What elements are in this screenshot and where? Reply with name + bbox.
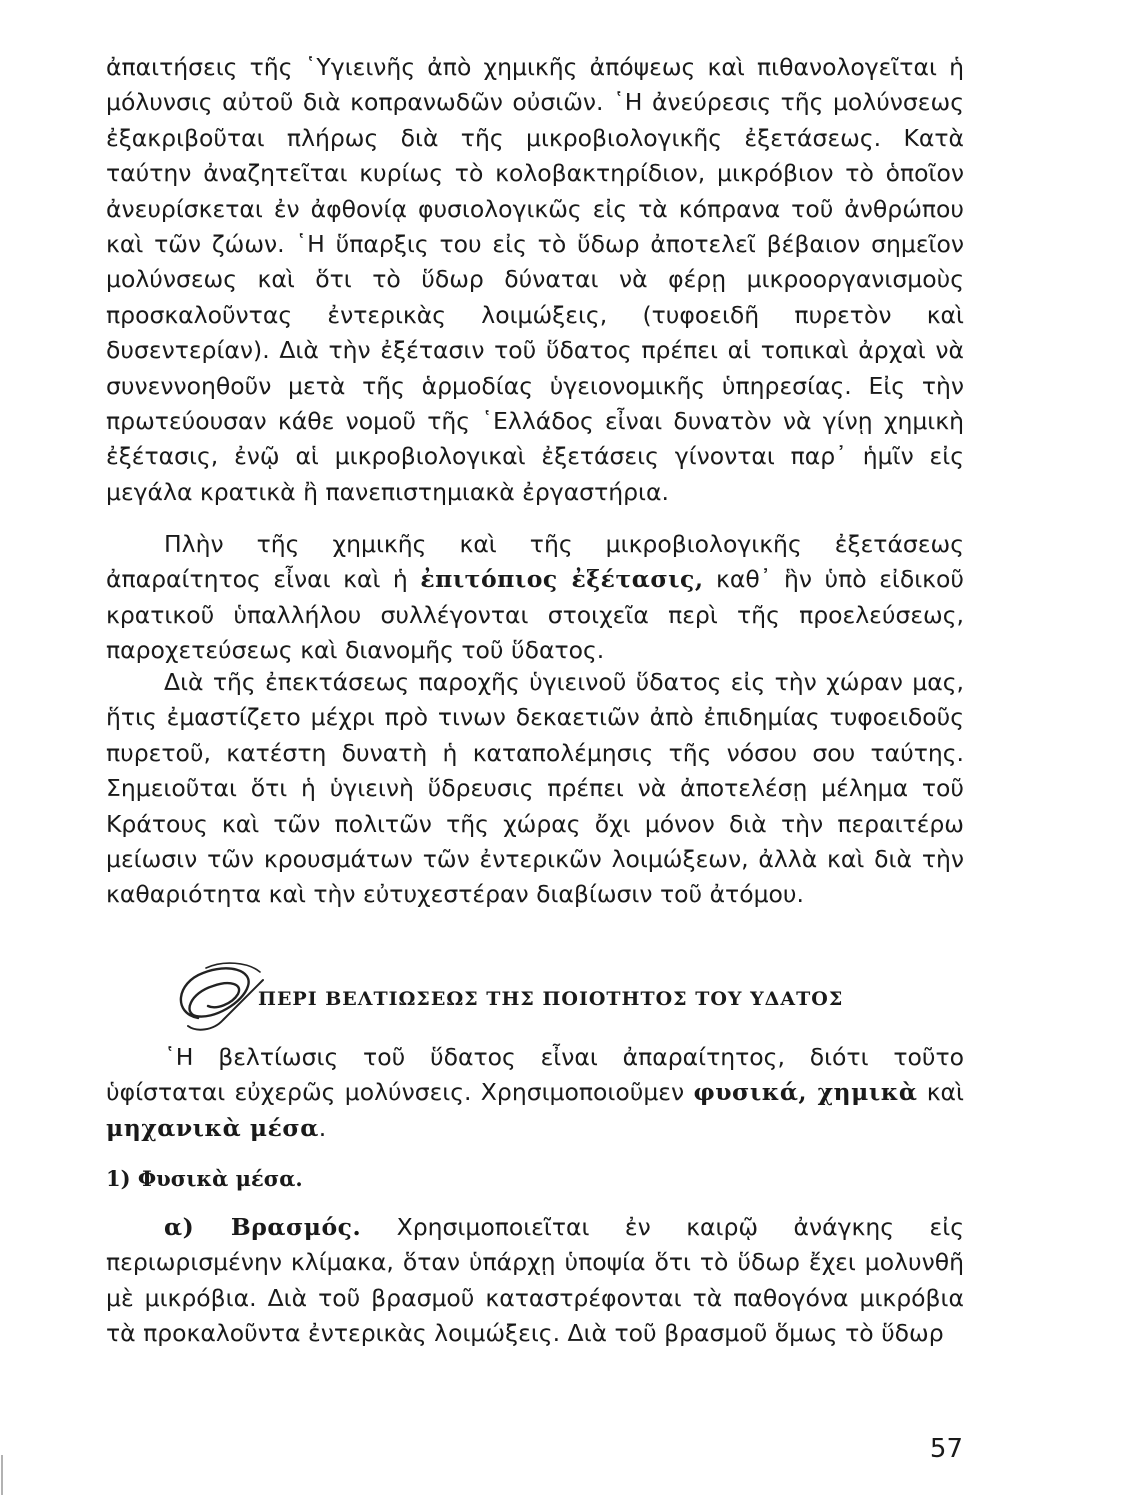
paragraph-4-bold-2: μηχανικὰ μέσα [106,1113,319,1142]
paragraph-5-text: Χρησιμοποιεῖται ἐν καιρῷ ἀνάγκης εἰς περιωρισμένην κλίμακα, ὅταν ὑπάρχῃ ὑποψία ὅτι τὸ ὕδωρ ἔχει μολυνθῆ μὲ μικρόβια. Διὰ τοῦ βρασμοῦ καταστρέφονται τὰ παθογόνα μικρόβια τὰ προκαλοῦντα ἐντερικὰς λοιμώξεις. Διὰ τοῦ βρασμοῦ ὅμως τὸ ὕδωρ [106,1213,965,1348]
paragraph-4-text-mid: καὶ [917,1078,964,1107]
paragraph-5-bold-term: α) Βρασμός. [164,1213,362,1241]
paragraph-5 [106,1210,964,1352]
handwritten-loop-icon [168,958,268,1036]
paragraph-1 [106,50,964,510]
paragraph-4-bold-1: φυσικά, χημικὰ [693,1078,918,1107]
paragraph-3 [106,665,964,913]
paragraph-1-text: ἀπαιτήσεις τῆς ῾Υγιεινῆς ἀπὸ χημικῆς ἀπόψεως καὶ πιθανολογεῖται ἡ μόλυνσις αὐτοῦ διὰ κοπρανωδῶν οὐσιῶν. ῾Η ἀνεύρεσις τῆς μολύνσεως ἐξακριβοῦται πλήρως διὰ τῆς μικροβιολογικῆς ἐξετάσεως. Κατὰ ταύτην ἀναζητεῖται κυρίως τὸ κολοβακτηρίδιον, μικρόβιον τὸ ὁποῖον ἀνευρίσκεται ἐν ἀφθονίᾳ φυσιολογικῶς εἰς τὰ κόπρανα τοῦ ἀνθρώπου καὶ τῶν ζώων. ῾Η ὕπαρξις του εἰς τὸ ὕδωρ ἀποτελεῖ βέβαιον σημεῖον μολύνσεως καὶ ὅτι τὸ ὕδωρ δύναται νὰ φέρῃ μικροοργανισμοὺς προσκαλοῦντας ἐντερικὰς λοιμώξεις, (τυφοειδῆ πυρετὸν καὶ δυσεντερίαν). Διὰ τὴν ἐξέτασιν τοῦ ὕδατος πρέπει αἱ τοπικαὶ ἀρχαὶ νὰ συνεννοηθοῦν μετὰ τῆς ἁρμοδίας ὑγειονομικῆς ὑπηρεσίας. Εἰς τὴν πρωτεύουσαν κάθε νομοῦ τῆς ῾Ελλάδος εἶναι δυνατὸν νὰ γίνῃ χημικὴ ἐξέτασις, ἐνῷ αἱ μικροβιολογικαὶ ἐξετάσεις γίνονται παρ᾿ ἡμῖν εἰς μεγάλα κρατικὰ ἢ πανεπιστημιακὰ ἐργαστήρια. [106,53,964,506]
paragraph-3-text: Διὰ τῆς ἐπεκτάσεως παροχῆς ὑγιεινοῦ ὕδατος εἰς τὴν χώραν μας, ἥτις ἐμαστίζετο μέχρι πρὸ τινων δεκαετιῶν ἀπὸ ἐπιδημίας τυφοειδοῦς πυρετοῦ, κατέστη δυνατὴ ἡ καταπολέμησις τῆς νόσου σου ταύτης. Σημειοῦται ὅτι ἡ ὑγιεινὴ ὕδρευσις πρέπει νὰ ἀποτελέσῃ μέλημα τοῦ Κράτους καὶ τῶν πολιτῶν τῆς χώρας ὄχι μόνον διὰ τὴν περαιτέρω μείωσιν τῶν κρουσμάτων τῶν ἐντερικῶν λοιμώξεων, ἀλλὰ καὶ διὰ τὴν καθαριότητα καὶ τὴν εὐτυχεστέραν διαβίωσιν τοῦ ἀτόμου. [106,668,964,909]
subheading: 1) Φυσικὰ μέσα. [106,1166,303,1191]
paragraph-2-text-start: Πλὴν τῆς χημικῆς καὶ τῆς μικροβιολογικῆς ἐξετάσεως ἀπαραίτητος εἶναι καὶ ἡ [106,530,964,594]
page-number: 57 [929,1434,963,1464]
section-title: ΠΕΡΙ ΒΕΛΤΙΩΣΕΩΣ ΤΗΣ ΠΟΙΟΤΗΤΟΣ ΤΟΥ ΥΔΑΤΟΣ [258,988,844,1010]
paragraph-2-text-end: καθ᾿ ἣν ὑπὸ εἰδικοῦ κρατικοῦ ὑπαλλήλου συλλέγονται στοιχεῖα περὶ τῆς προελεύσεως, παροχετεύσεως καὶ διανομῆς τοῦ ὕδατος. [106,565,965,665]
scan-edge-mark [0,1455,5,1495]
section-heading [106,958,964,1038]
paragraph-4-text-start: ῾Η βελτίωσις τοῦ ὕδατος εἶναι ἀπαραίτητος, διότι τοῦτο ὑφίσταται εὐχερῶς μολύνσεις. Χρησιμοποιοῦμεν [106,1043,964,1107]
paragraph-4 [106,1040,964,1146]
paragraph-2-bold-term: ἐπιτόπιος ἐξέτασις, [420,565,704,594]
paragraph-4-text-end: . [318,1113,327,1142]
paragraph-2 [106,527,964,669]
